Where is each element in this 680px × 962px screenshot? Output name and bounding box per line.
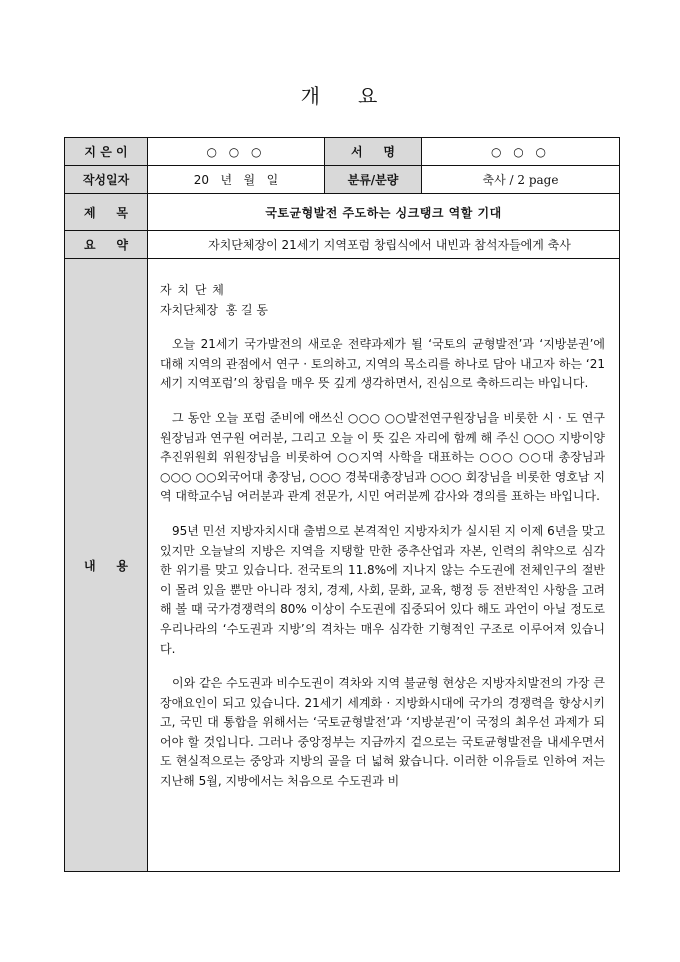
document-info-table — [64, 137, 620, 872]
date-row — [65, 166, 620, 194]
paragraph: 95년 민선 지방자치시대 출범으로 본격적인 지방자치가 실시된 지 이제 6년을 맞고 있지만 오늘날의 지방은 지역을 지탱할 만한 중추산업과 자본, 인력의 취약으로 심각한 위기를 맞고 있습니다. 전국토의 11.8%에 지나지 않는 수도권에 전체인구의 절반이 몰려 있을 뿐만 아니라 정치, 경제, 사회, 문화, 교육, 행정 등 전반적인 사항을 고려해 볼 때 국가경쟁력의 80% 이상이 수도권에 집중되어 있다 해도 과언이 아닐 정도로 우리나라의 ‘수도권과 지방’의 격차는 매우 심각한 기형적인 구조로 이루어져 있습니다. — [160, 523, 605, 656]
category-label: 분류/분량 — [325, 166, 422, 194]
author-row — [65, 138, 620, 166]
signature-label: 서 명 — [325, 138, 422, 166]
paragraph: 이와 같은 수도권과 비수도권이 격차와 지역 불균형 현상은 지방자치발전의 가장 큰 장애요인이 되고 있습니다. 21세기 세계화 · 지방화시대에 국가의 경쟁력을 향상시키고, 국민 대 통합을 위해서는 ‘국토균형발전’과 ‘지방분권’이 국정의 최우선 과제가 되어야 할 것입니다. 그러나 중앙정부는 지금까지 겉으로는 국토균형발전을 내세우면서도 현실적으로는 중앙과 지방의 골을 더 넓혀 왔습니다. 이러한 이유들로 인하여 저는 지난해 5월, 지방에서는 처음으로 수도권과 비 — [160, 676, 605, 789]
paragraph: 오늘 21세기 국가발전의 새로운 전략과제가 될 ‘국토의 균형발전’과 ‘지방분권’에 대해 지역의 관점에서 연구 · 토의하고, 지역의 목소리를 하나로 담아 내고자 하는 ‘21세기 지역포럼’의 창립을 매우 뜻 깊게 생각하면서, 진심으로 축하드리는 바입니다. — [160, 337, 605, 391]
content-label: 내 용 — [65, 259, 148, 872]
content-row — [65, 259, 620, 872]
date-label: 작성일자 — [65, 166, 148, 194]
category-value: 축사 / 2 page — [422, 166, 620, 194]
summary-row — [65, 231, 620, 259]
summary-label: 요 약 — [65, 231, 148, 259]
subject-value: 국토균형발전 주도하는 싱크탱크 역할 기대 — [148, 194, 620, 231]
speaker-name: 자치단체장 홍 길 동 — [160, 302, 268, 317]
content-body — [148, 259, 620, 872]
speaker-organization: 자 치 단 체 — [160, 283, 225, 297]
subject-row — [65, 194, 620, 231]
paragraph: 그 동안 오늘 포럼 준비에 애쓰신 ○○○ ○○발전연구원장님을 비롯한 시 · 도 연구원장님과 연구원 여러분, 그리고 오늘 이 뜻 깊은 자리에 함께 해 주신 ○○○ 지방이양추진위원회 위원장님을 비롯하여 ○○지역 사학을 대표하는 ○○○ ○○대 총장님과 ○○○ ○○외국어대 총장님, ○○○ 경북대총장님과 ○○○ 회장님을 비롯한 영호남 지역 대학교수님 여러분과 관계 전문가, 시민 여러분께 감사와 경의를 표하는 바입니다. — [160, 410, 605, 504]
title-char-1: 개 — [300, 84, 322, 108]
date-value: 20 년 월 일 — [148, 166, 325, 194]
signature-value: ○ ○ ○ — [422, 138, 620, 166]
author-label: 지 은 이 — [65, 138, 148, 166]
title-char-2: 요 — [358, 84, 380, 108]
author-value: ○ ○ ○ — [148, 138, 325, 166]
summary-value: 자치단체장이 21세기 지역포럼 창립식에서 내빈과 참석자들에게 축사 — [148, 231, 620, 259]
document-title — [0, 80, 680, 109]
subject-label: 제 목 — [65, 194, 148, 231]
